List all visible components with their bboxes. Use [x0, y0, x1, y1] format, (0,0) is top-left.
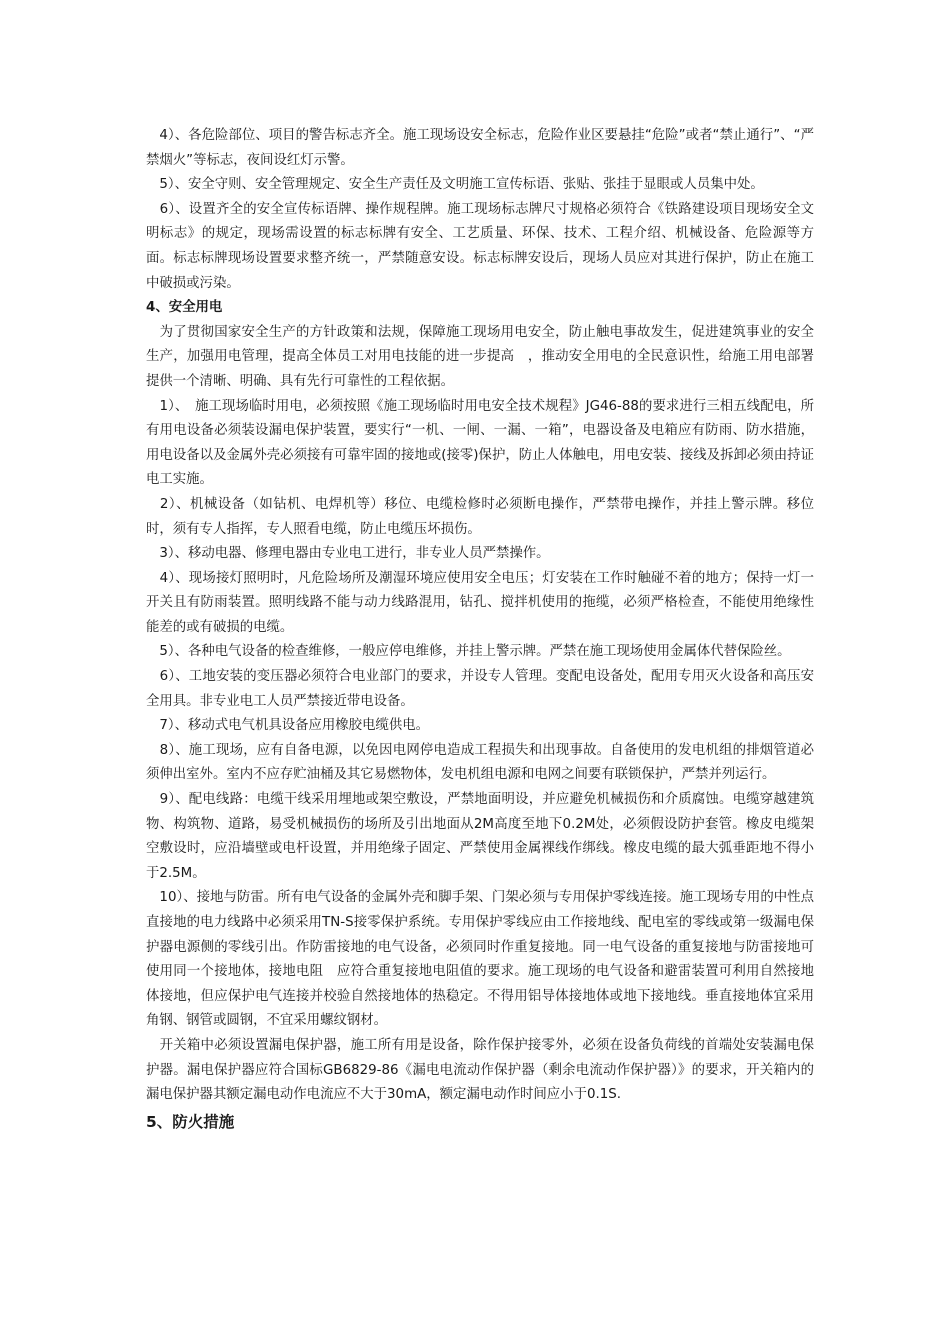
paragraph-item-3: 3）、移动电器、修理电器由专业电工进行，非专业人员严禁操作。	[146, 546, 550, 562]
paragraph-item-1: 1）、 施工现场临时用电，必须按照《施工现场临时用电安全技术规程》JG46-88的要求进行三相五线配电，所有用电设备必须装设漏电保护装置，要实行“一机、一闸、一漏、一箱”，电器设备及电箱应有防雨、防水措施，用电设备以及金属外壳必须接有可靠牢固的接地或(接零)保护，防止人体触电，用电安装、接线及拆卸必须由持证电工实施。	[146, 398, 814, 488]
paragraph-item-2: 2）、机械设备（如钻机、电焊机等）移位、电缆检修时必须断电操作，严禁带电操作，并挂上警示牌。移位时，须有专人指挥，专人照看电缆，防止电缆压坏损伤。	[146, 496, 814, 537]
paragraph-safety-rules: 5）、安全守则、安全管理规定、安全生产责任及文明施工宣传标语、张贴、张挂于显眼或人员集中处。	[146, 177, 764, 193]
paragraph-item-4: 4）、现场接灯照明时，凡危险场所及潮湿环境应使用安全电压；灯安装在工作时触碰不着的地方；保持一灯一开关且有防雨装置。照明线路不能与动力线路混用，钻孔、搅拌机使用的拖缆，必须严格检查，不能使用绝缘性能差的或有破损的电缆。	[146, 570, 814, 635]
paragraph-item-7: 7）、移动式电气机具设备应用橡胶电缆供电。	[146, 718, 430, 734]
paragraph-item-6: 6）、工地安装的变压器必须符合电业部门的要求，并设专人管理。变配电设备处，配用专用灭火设备和高压安全用具。非专业电工人员严禁接近带电设备。	[146, 669, 814, 709]
section-heading-electrical-safety: 4、安全用电	[146, 300, 223, 316]
paragraph-item-8: 8）、施工现场，应有自备电源，以免因电网停电造成工程损失和出现事故。自备使用的发电机组的排烟管道必须伸出室外。室内不应存贮油桶及其它易燃物体，发电机组电源和电网之间要有联锁保护，严禁并列运行。	[146, 742, 814, 783]
paragraph-item-9: 9）、配电线路：电缆干线采用埋地或架空敷设，严禁地面明设，并应避免机械损伤和介质腐蚀。电缆穿越建筑物、构筑物、道路，易受机械损伤的场所及引出地面从2M高度至地下0.2M处，必须假设防护套管。橡皮电缆架空敷设时，应沿墙壁或电杆设置，并用绝缘子固定、严禁使用金属裸线作绑线。橡皮电缆的最大弧垂距地不得小于2.5M。	[146, 792, 814, 881]
paragraph-leakage-protector: 开关箱中必须设置漏电保护器，施工所有用是设备，除作保护接零外，必须在设备负荷线的首端处安装漏电保护器。漏电保护器应符合国标GB6829-86《漏电电流动作保护器（剩余电流动作保护器）》的要求，开关箱内的漏电保护器其额定漏电动作电流应不大于30mA，额定漏电动作时间应小于0.1S.	[146, 1037, 814, 1103]
paragraph-intro: 为了贯彻国家安全生产的方针政策和法规，保障施工现场用电安全，防止触电事故发生，促进建筑事业的安全生产，加强用电管理，提高全体员工对用电技能的进一步提高 ，推动安全用电的全民意识性，给施工用电部署提供一个清晰、明确、具有先行可靠性的工程依据。	[146, 324, 814, 389]
paragraph-item-10: 10）、接地与防雷。所有电气设备的金属外壳和脚手架、门架必须与专用保护零线连接。施工现场专用的中性点直接地的电力线路中必须采用TN-S接零保护系统。专用保护零线应由工作接地线、配电室的零线或第一级漏电保护器电源侧的零线引出。作防雷接地的电气设备，必须同时作重复接地。同一电气设备的重复接地与防雷接地可使用同一个接地体，接地电阻 应符合重复接地电阻值的要求。施工现场的电气设备和避雷装置可利用自然接地体接地，但应保护电气连接并校验自然接地体的热稳定。不得用铝导体接地体或地下接地线。垂直接地体宜采用角钢、钢管或圆钢，不宜采用螺纹钢材。	[146, 890, 814, 1029]
paragraph-item-5: 5）、各种电气设备的检查维修，一般应停电维修，并挂上警示牌。严禁在施工现场使用金属体代替保险丝。	[146, 644, 791, 660]
paragraph-warning-signs: 4）、各危险部位、项目的警告标志齐全。施工现场设安全标志，危险作业区要悬挂“危险”或者“禁止通行”、“严禁烟火”等标志，夜间设红灯示警。	[146, 128, 814, 168]
paragraph-signboards: 6）、设置齐全的安全宣传标语牌、操作规程牌。施工现场标志牌尺寸规格必须符合《铁路建设项目现场安全文明标志》的规定，现场需设置的标志标牌有安全、工艺质量、环保、技术、工程介绍、机械设备、危险源等方面。标志标牌现场设置要求整齐统一，严禁随意安设。标志标牌安设后，现场人员应对其进行保护，防止在施工中破损或污染。	[146, 201, 814, 291]
section-heading-fire-prevention: 5、防火措施	[146, 1112, 235, 1131]
document-page	[146, 124, 814, 1136]
